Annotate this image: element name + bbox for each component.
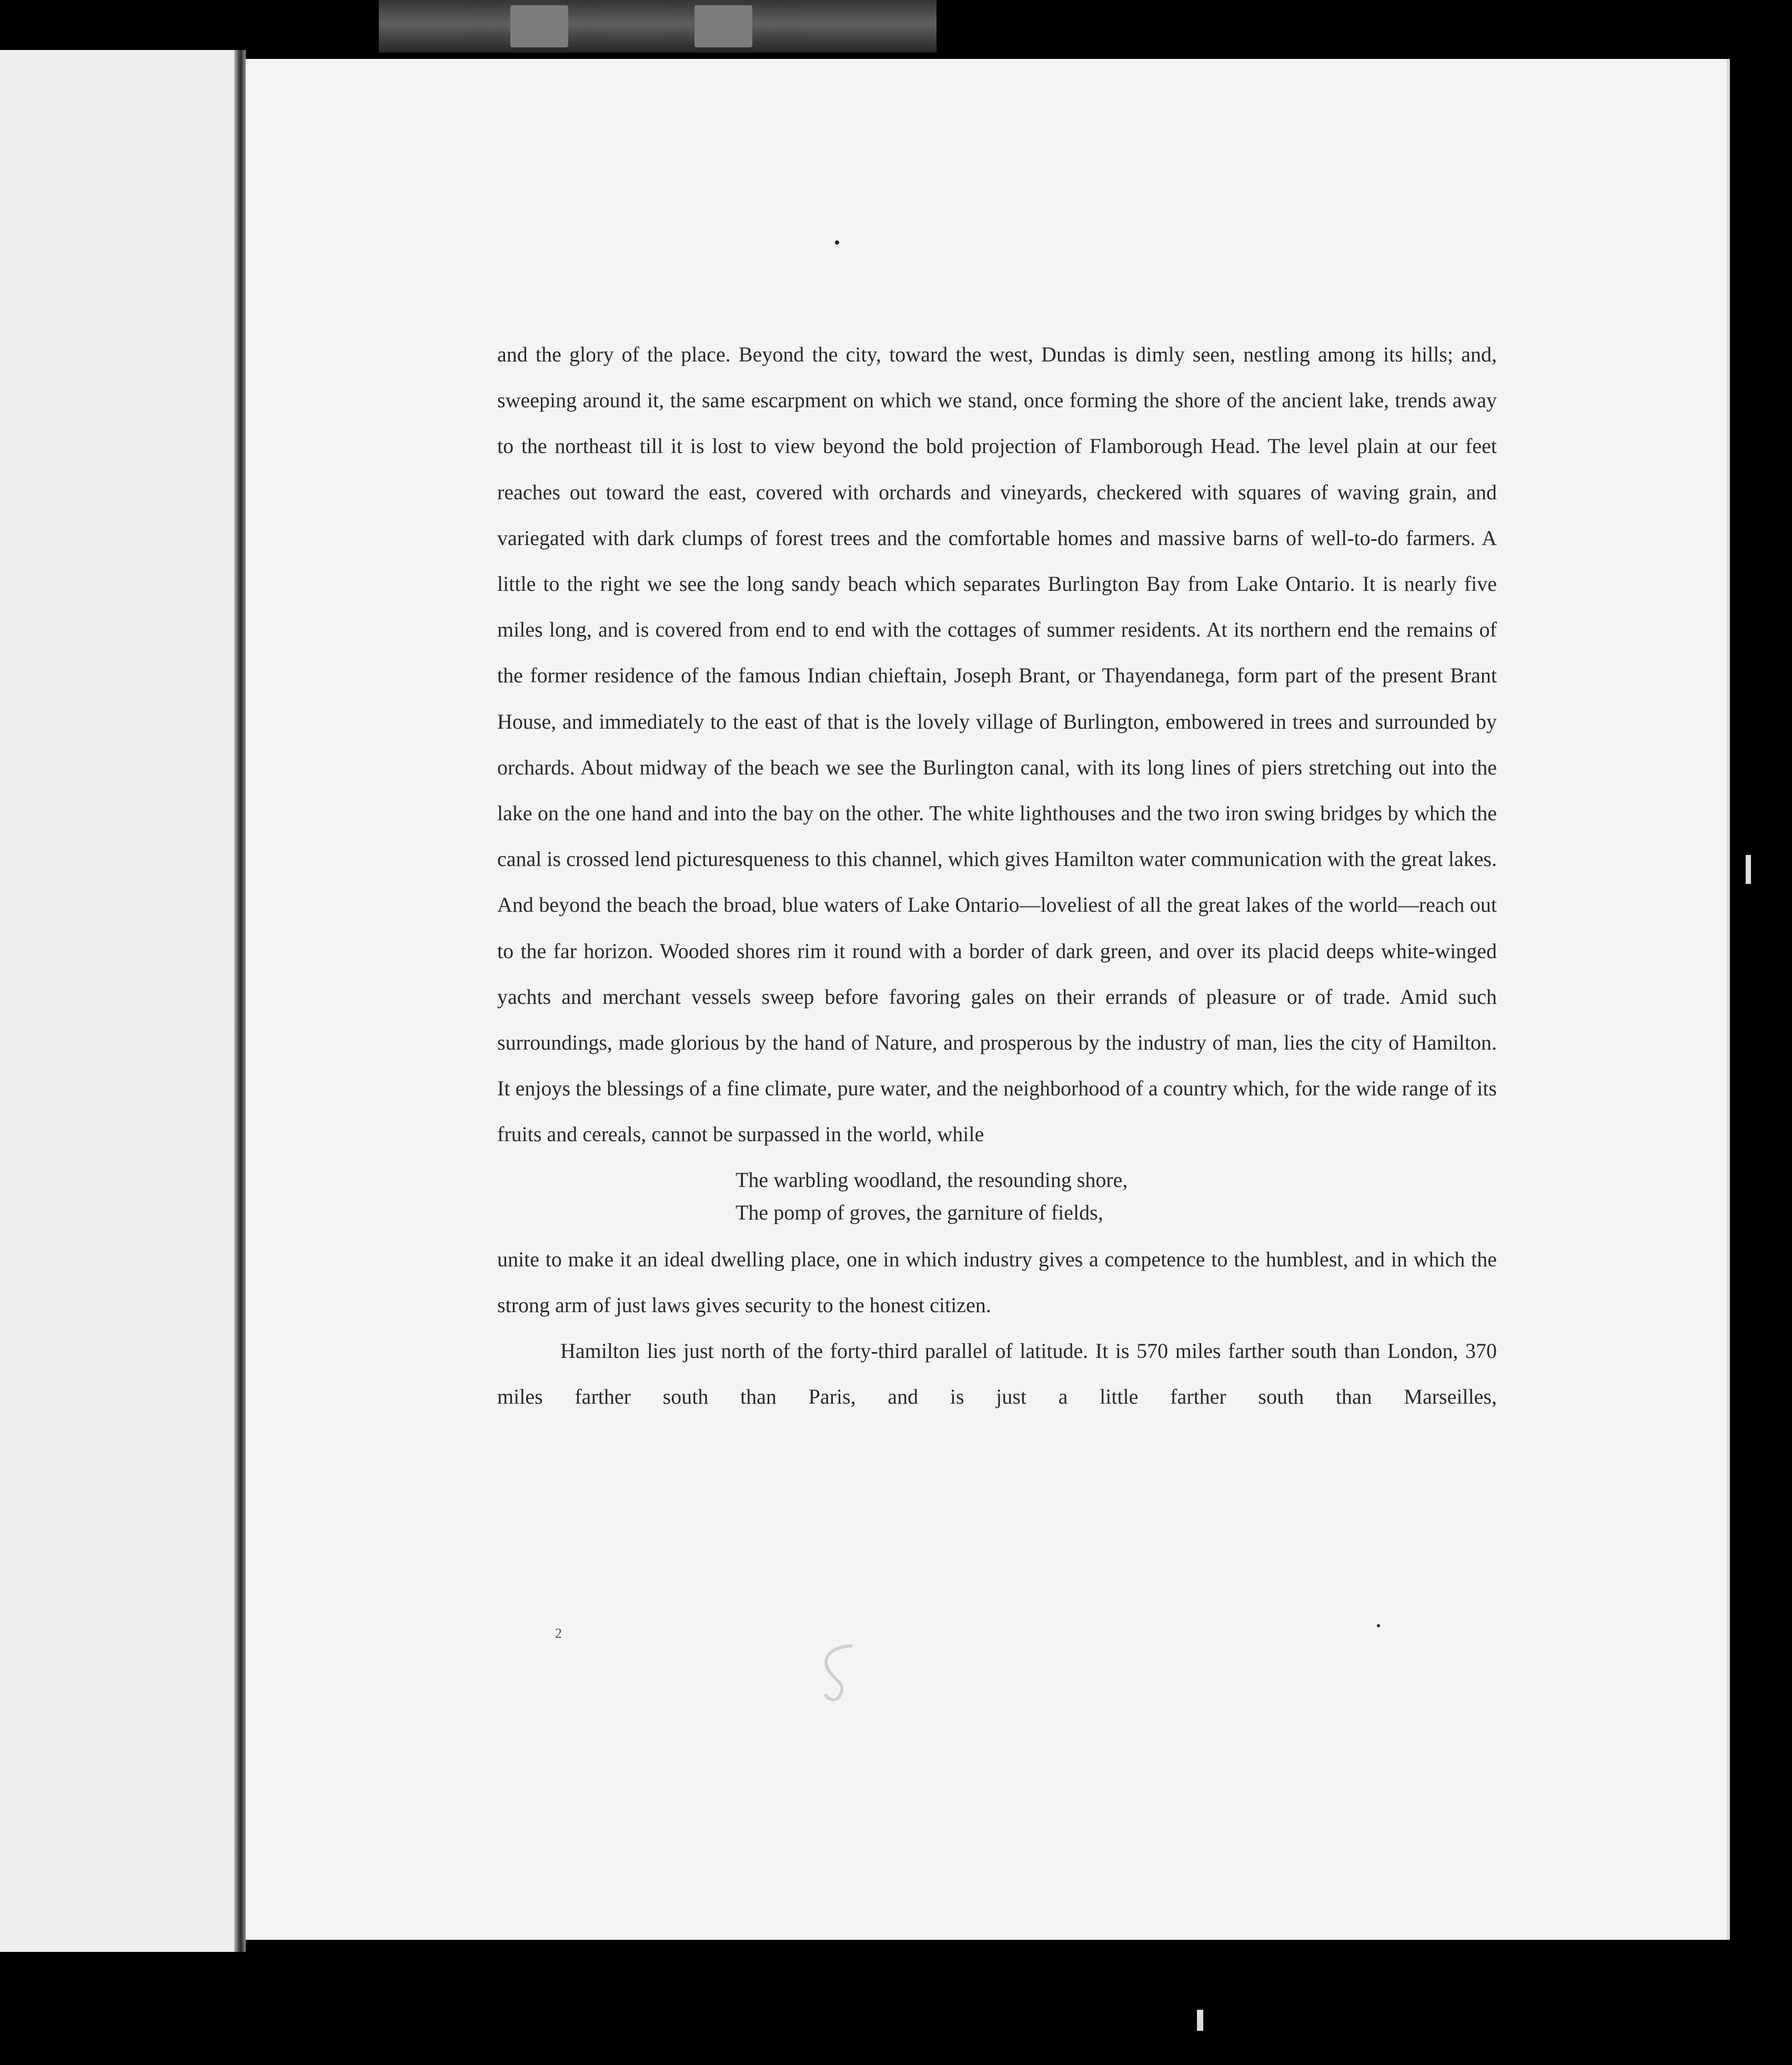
speck (835, 240, 839, 245)
film-tape-strip (379, 0, 937, 53)
tape-tab (694, 5, 752, 47)
edge-scratch (1746, 855, 1751, 884)
verse-quotation: The warbling woodland, the resounding shore, The pomp of groves, the garniture of fields, (736, 1167, 1128, 1224)
left-facing-page (0, 50, 234, 1952)
page-number: 2 (555, 1626, 562, 1641)
book-gutter (234, 50, 246, 1952)
edge-scratch (1197, 2010, 1203, 2031)
tape-tab (510, 5, 568, 47)
paragraph: Hamilton lies just north of the forty-third parallel of latitude. It is 570 miles farther south than London, 370 miles farther south than Paris, and is just a little farther south than Marseilles, (497, 1339, 1497, 1409)
pencil-mark-icon (816, 1641, 863, 1705)
paragraph: and the glory of the place. Beyond the city, toward the west, Dundas is dimly seen, nestling among its hills; and, sweeping around it, the same escarpment on which we stand, once forming the shore of the ancient lake, trends away to the northeast till it is lost to view beyond the bold projection of Flamborough Head. The level plain at our feet reaches out toward the east, covered with orchards and vineyards, checkered with squares of waving grain, and variegated with dark clumps of forest trees and the comfortable homes and massive barns of well-to-do farmers. A little to the right we see the long sandy beach which separates Burlington Bay from Lake Ontario. It is nearly five miles long, and is covered from end to end with the cottages of summer residents. At its northern end the remains of the former residence of the famous Indian chieftain, Joseph Brant, or Thayendanega, form part of the present Brant House, and immediately to the east of that is the lovely village of Burlington, embowered in trees and surrounded by orchards. About midway of the beach we see the Burlington canal, with its long lines of piers stretching out into the lake on the one hand and into the bay on the other. The white lighthouses and the two iron swing bridges by which the canal is crossed lend picturesqueness to this channel, which gives Hamilton water communication with the great lakes. And beyond the beach the broad, blue waters of Lake Ontario—loveliest of all the great lakes of the world—reach out to the far horizon. Wooded shores rim it round with a border of dark green, and over its placid deeps white-winged yachts and merchant vessels sweep before favoring gales on their errands of pleasure or of trade. Amid such surroundings, made glorious by the hand of Nature, and prosperous by the industry of man, lies the city of Hamilton. It enjoys the blessings of a fine climate, pure water, and the neighborhood of a country which, for the wide range of its fruits and cereals, cannot be surpassed in the world, while (497, 343, 1497, 1146)
speck (1377, 1624, 1380, 1627)
paragraph: unite to make it an ideal dwelling place, one in which industry gives a competence to the humblest, and in which the strong arm of just laws gives security to the honest citizen. (497, 1247, 1497, 1317)
body-text (497, 331, 1497, 1419)
